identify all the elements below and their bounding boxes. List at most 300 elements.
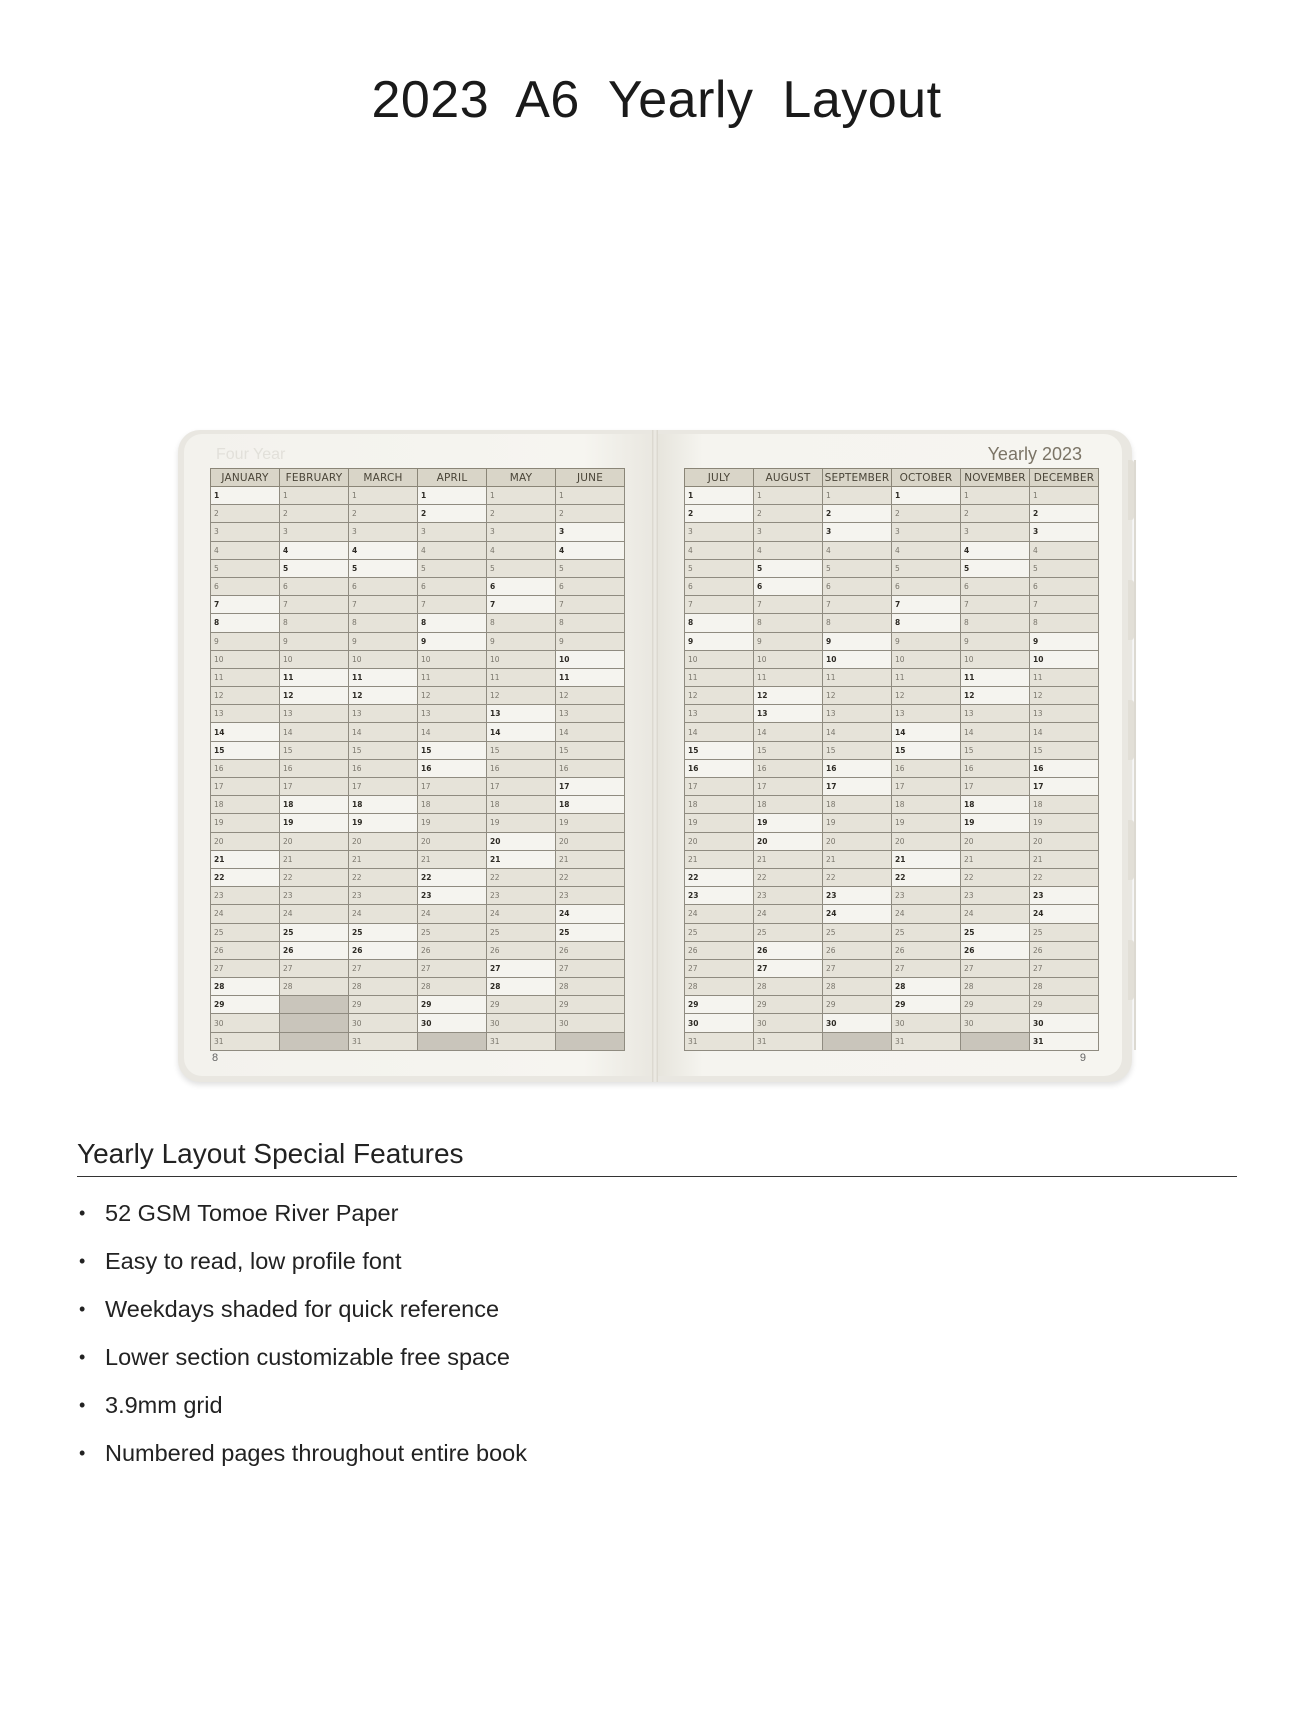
day-cell[interactable]: 29 <box>418 996 487 1014</box>
day-cell[interactable]: 19 <box>892 814 961 832</box>
day-cell[interactable]: 6 <box>823 577 892 595</box>
day-cell[interactable]: 3 <box>556 523 625 541</box>
day-cell[interactable]: 4 <box>418 541 487 559</box>
day-cell[interactable]: 3 <box>892 523 961 541</box>
day-cell[interactable]: 21 <box>487 850 556 868</box>
day-cell[interactable]: 16 <box>556 759 625 777</box>
day-cell[interactable]: 29 <box>556 996 625 1014</box>
day-cell[interactable]: 26 <box>754 941 823 959</box>
day-cell[interactable]: 22 <box>754 868 823 886</box>
unused-day-cell[interactable] <box>961 1032 1030 1050</box>
day-cell[interactable]: 8 <box>892 614 961 632</box>
day-cell[interactable]: 25 <box>556 923 625 941</box>
day-cell[interactable]: 5 <box>211 559 280 577</box>
day-cell[interactable]: 4 <box>280 541 349 559</box>
day-cell[interactable]: 30 <box>961 1014 1030 1032</box>
day-cell[interactable]: 8 <box>487 614 556 632</box>
day-cell[interactable]: 9 <box>556 632 625 650</box>
day-cell[interactable]: 14 <box>418 723 487 741</box>
day-cell[interactable]: 25 <box>685 923 754 941</box>
day-cell[interactable]: 27 <box>280 959 349 977</box>
day-cell[interactable]: 3 <box>280 523 349 541</box>
day-cell[interactable]: 19 <box>685 814 754 832</box>
day-cell[interactable]: 16 <box>349 759 418 777</box>
day-cell[interactable]: 23 <box>349 887 418 905</box>
day-cell[interactable]: 13 <box>685 705 754 723</box>
day-cell[interactable]: 25 <box>418 923 487 941</box>
day-cell[interactable]: 31 <box>754 1032 823 1050</box>
day-cell[interactable]: 2 <box>1030 505 1099 523</box>
day-cell[interactable]: 16 <box>1030 759 1099 777</box>
day-cell[interactable]: 29 <box>487 996 556 1014</box>
day-cell[interactable]: 8 <box>685 614 754 632</box>
day-cell[interactable]: 2 <box>685 505 754 523</box>
day-cell[interactable]: 23 <box>556 887 625 905</box>
day-cell[interactable]: 3 <box>961 523 1030 541</box>
day-cell[interactable]: 25 <box>754 923 823 941</box>
day-cell[interactable]: 24 <box>280 905 349 923</box>
day-cell[interactable]: 18 <box>349 796 418 814</box>
day-cell[interactable]: 30 <box>487 1014 556 1032</box>
day-cell[interactable]: 2 <box>349 505 418 523</box>
day-cell[interactable]: 10 <box>961 650 1030 668</box>
day-cell[interactable]: 13 <box>211 705 280 723</box>
day-cell[interactable]: 7 <box>211 596 280 614</box>
day-cell[interactable]: 27 <box>961 959 1030 977</box>
day-cell[interactable]: 3 <box>685 523 754 541</box>
day-cell[interactable]: 11 <box>418 668 487 686</box>
day-cell[interactable]: 25 <box>961 923 1030 941</box>
day-cell[interactable]: 21 <box>892 850 961 868</box>
day-cell[interactable]: 18 <box>487 796 556 814</box>
day-cell[interactable]: 17 <box>754 778 823 796</box>
day-cell[interactable]: 21 <box>211 850 280 868</box>
day-cell[interactable]: 13 <box>280 705 349 723</box>
day-cell[interactable]: 4 <box>961 541 1030 559</box>
day-cell[interactable]: 17 <box>556 778 625 796</box>
day-cell[interactable]: 30 <box>349 1014 418 1032</box>
day-cell[interactable]: 17 <box>211 778 280 796</box>
day-cell[interactable]: 9 <box>487 632 556 650</box>
day-cell[interactable]: 11 <box>961 668 1030 686</box>
day-cell[interactable]: 5 <box>754 559 823 577</box>
day-cell[interactable]: 15 <box>961 741 1030 759</box>
day-cell[interactable]: 14 <box>961 723 1030 741</box>
day-cell[interactable]: 25 <box>892 923 961 941</box>
day-cell[interactable]: 26 <box>1030 941 1099 959</box>
day-cell[interactable]: 13 <box>823 705 892 723</box>
day-cell[interactable]: 3 <box>418 523 487 541</box>
day-cell[interactable]: 29 <box>211 996 280 1014</box>
day-cell[interactable]: 6 <box>349 577 418 595</box>
day-cell[interactable]: 30 <box>685 1014 754 1032</box>
day-cell[interactable]: 22 <box>211 868 280 886</box>
day-cell[interactable]: 27 <box>349 959 418 977</box>
day-cell[interactable]: 12 <box>349 687 418 705</box>
day-cell[interactable]: 30 <box>418 1014 487 1032</box>
day-cell[interactable]: 19 <box>349 814 418 832</box>
day-cell[interactable]: 12 <box>487 687 556 705</box>
day-cell[interactable]: 18 <box>961 796 1030 814</box>
day-cell[interactable]: 15 <box>349 741 418 759</box>
day-cell[interactable]: 28 <box>1030 978 1099 996</box>
day-cell[interactable]: 5 <box>961 559 1030 577</box>
day-cell[interactable]: 4 <box>487 541 556 559</box>
day-cell[interactable]: 18 <box>418 796 487 814</box>
day-cell[interactable]: 19 <box>211 814 280 832</box>
day-cell[interactable]: 3 <box>754 523 823 541</box>
day-cell[interactable]: 30 <box>892 1014 961 1032</box>
day-cell[interactable]: 2 <box>823 505 892 523</box>
day-cell[interactable]: 5 <box>349 559 418 577</box>
day-cell[interactable]: 17 <box>892 778 961 796</box>
day-cell[interactable]: 27 <box>487 959 556 977</box>
day-cell[interactable]: 29 <box>823 996 892 1014</box>
day-cell[interactable]: 12 <box>418 687 487 705</box>
day-cell[interactable]: 27 <box>685 959 754 977</box>
day-cell[interactable]: 26 <box>556 941 625 959</box>
day-cell[interactable]: 8 <box>349 614 418 632</box>
day-cell[interactable]: 13 <box>556 705 625 723</box>
day-cell[interactable]: 31 <box>487 1032 556 1050</box>
day-cell[interactable]: 15 <box>556 741 625 759</box>
day-cell[interactable]: 26 <box>823 941 892 959</box>
day-cell[interactable]: 31 <box>892 1032 961 1050</box>
day-cell[interactable]: 15 <box>1030 741 1099 759</box>
day-cell[interactable]: 8 <box>754 614 823 632</box>
day-cell[interactable]: 2 <box>280 505 349 523</box>
day-cell[interactable]: 17 <box>961 778 1030 796</box>
day-cell[interactable]: 25 <box>211 923 280 941</box>
day-cell[interactable]: 17 <box>487 778 556 796</box>
day-cell[interactable]: 24 <box>349 905 418 923</box>
day-cell[interactable]: 25 <box>487 923 556 941</box>
day-cell[interactable]: 28 <box>280 978 349 996</box>
day-cell[interactable]: 2 <box>754 505 823 523</box>
day-cell[interactable]: 28 <box>556 978 625 996</box>
day-cell[interactable]: 23 <box>685 887 754 905</box>
day-cell[interactable]: 12 <box>754 687 823 705</box>
day-cell[interactable]: 7 <box>754 596 823 614</box>
day-cell[interactable]: 16 <box>754 759 823 777</box>
day-cell[interactable]: 1 <box>418 487 487 505</box>
day-cell[interactable]: 3 <box>1030 523 1099 541</box>
day-cell[interactable]: 18 <box>754 796 823 814</box>
day-cell[interactable]: 1 <box>280 487 349 505</box>
day-cell[interactable]: 10 <box>349 650 418 668</box>
day-cell[interactable]: 26 <box>280 941 349 959</box>
day-cell[interactable]: 16 <box>961 759 1030 777</box>
day-cell[interactable]: 6 <box>556 577 625 595</box>
day-cell[interactable]: 6 <box>487 577 556 595</box>
day-cell[interactable]: 19 <box>418 814 487 832</box>
day-cell[interactable]: 19 <box>556 814 625 832</box>
day-cell[interactable]: 27 <box>556 959 625 977</box>
day-cell[interactable]: 19 <box>280 814 349 832</box>
day-cell[interactable]: 1 <box>556 487 625 505</box>
day-cell[interactable]: 13 <box>349 705 418 723</box>
day-cell[interactable]: 17 <box>685 778 754 796</box>
day-cell[interactable]: 24 <box>754 905 823 923</box>
day-cell[interactable]: 24 <box>1030 905 1099 923</box>
day-cell[interactable]: 12 <box>1030 687 1099 705</box>
day-cell[interactable]: 16 <box>892 759 961 777</box>
day-cell[interactable]: 14 <box>754 723 823 741</box>
day-cell[interactable]: 20 <box>823 832 892 850</box>
day-cell[interactable]: 23 <box>1030 887 1099 905</box>
day-cell[interactable]: 28 <box>823 978 892 996</box>
day-cell[interactable]: 13 <box>487 705 556 723</box>
day-cell[interactable]: 9 <box>892 632 961 650</box>
day-cell[interactable]: 1 <box>892 487 961 505</box>
day-cell[interactable]: 10 <box>823 650 892 668</box>
day-cell[interactable]: 10 <box>685 650 754 668</box>
day-cell[interactable]: 19 <box>487 814 556 832</box>
day-cell[interactable]: 26 <box>418 941 487 959</box>
day-cell[interactable]: 5 <box>823 559 892 577</box>
day-cell[interactable]: 25 <box>823 923 892 941</box>
day-cell[interactable]: 22 <box>349 868 418 886</box>
day-cell[interactable]: 13 <box>1030 705 1099 723</box>
day-cell[interactable]: 18 <box>892 796 961 814</box>
day-cell[interactable]: 1 <box>961 487 1030 505</box>
day-cell[interactable]: 24 <box>487 905 556 923</box>
day-cell[interactable]: 14 <box>211 723 280 741</box>
day-cell[interactable]: 30 <box>211 1014 280 1032</box>
day-cell[interactable]: 29 <box>349 996 418 1014</box>
day-cell[interactable]: 9 <box>211 632 280 650</box>
day-cell[interactable]: 5 <box>487 559 556 577</box>
day-cell[interactable]: 12 <box>961 687 1030 705</box>
day-cell[interactable]: 31 <box>349 1032 418 1050</box>
day-cell[interactable]: 2 <box>961 505 1030 523</box>
day-cell[interactable]: 25 <box>349 923 418 941</box>
day-cell[interactable]: 29 <box>961 996 1030 1014</box>
day-cell[interactable]: 4 <box>892 541 961 559</box>
day-cell[interactable]: 31 <box>685 1032 754 1050</box>
day-cell[interactable]: 9 <box>1030 632 1099 650</box>
unused-day-cell[interactable] <box>418 1032 487 1050</box>
day-cell[interactable]: 28 <box>685 978 754 996</box>
day-cell[interactable]: 16 <box>487 759 556 777</box>
day-cell[interactable]: 10 <box>418 650 487 668</box>
unused-day-cell[interactable] <box>823 1032 892 1050</box>
day-cell[interactable]: 29 <box>1030 996 1099 1014</box>
day-cell[interactable]: 9 <box>349 632 418 650</box>
day-cell[interactable]: 24 <box>211 905 280 923</box>
day-cell[interactable]: 22 <box>556 868 625 886</box>
day-cell[interactable]: 21 <box>1030 850 1099 868</box>
day-cell[interactable]: 6 <box>211 577 280 595</box>
day-cell[interactable]: 18 <box>211 796 280 814</box>
day-cell[interactable]: 2 <box>211 505 280 523</box>
day-cell[interactable]: 8 <box>418 614 487 632</box>
unused-day-cell[interactable] <box>280 1014 349 1032</box>
day-cell[interactable]: 21 <box>418 850 487 868</box>
day-cell[interactable]: 20 <box>487 832 556 850</box>
day-cell[interactable]: 9 <box>685 632 754 650</box>
day-cell[interactable]: 21 <box>961 850 1030 868</box>
day-cell[interactable]: 20 <box>418 832 487 850</box>
day-cell[interactable]: 5 <box>1030 559 1099 577</box>
day-cell[interactable]: 13 <box>961 705 1030 723</box>
day-cell[interactable]: 2 <box>892 505 961 523</box>
day-cell[interactable]: 8 <box>556 614 625 632</box>
day-cell[interactable]: 20 <box>280 832 349 850</box>
day-cell[interactable]: 14 <box>1030 723 1099 741</box>
day-cell[interactable]: 5 <box>685 559 754 577</box>
day-cell[interactable]: 7 <box>685 596 754 614</box>
day-cell[interactable]: 16 <box>418 759 487 777</box>
day-cell[interactable]: 7 <box>892 596 961 614</box>
day-cell[interactable]: 15 <box>280 741 349 759</box>
day-cell[interactable]: 28 <box>211 978 280 996</box>
day-cell[interactable]: 18 <box>685 796 754 814</box>
day-cell[interactable]: 6 <box>418 577 487 595</box>
day-cell[interactable]: 28 <box>487 978 556 996</box>
day-cell[interactable]: 7 <box>487 596 556 614</box>
day-cell[interactable]: 30 <box>754 1014 823 1032</box>
day-cell[interactable]: 12 <box>823 687 892 705</box>
day-cell[interactable]: 18 <box>280 796 349 814</box>
day-cell[interactable]: 28 <box>754 978 823 996</box>
day-cell[interactable]: 21 <box>349 850 418 868</box>
day-cell[interactable]: 3 <box>349 523 418 541</box>
day-cell[interactable]: 12 <box>280 687 349 705</box>
day-cell[interactable]: 24 <box>556 905 625 923</box>
day-cell[interactable]: 28 <box>349 978 418 996</box>
day-cell[interactable]: 17 <box>1030 778 1099 796</box>
day-cell[interactable]: 4 <box>685 541 754 559</box>
day-cell[interactable]: 15 <box>823 741 892 759</box>
day-cell[interactable]: 11 <box>823 668 892 686</box>
day-cell[interactable]: 6 <box>754 577 823 595</box>
day-cell[interactable]: 6 <box>892 577 961 595</box>
day-cell[interactable]: 18 <box>823 796 892 814</box>
day-cell[interactable]: 5 <box>280 559 349 577</box>
day-cell[interactable]: 12 <box>892 687 961 705</box>
day-cell[interactable]: 3 <box>823 523 892 541</box>
day-cell[interactable]: 1 <box>1030 487 1099 505</box>
day-cell[interactable]: 15 <box>211 741 280 759</box>
day-cell[interactable]: 21 <box>556 850 625 868</box>
day-cell[interactable]: 20 <box>556 832 625 850</box>
day-cell[interactable]: 17 <box>418 778 487 796</box>
day-cell[interactable]: 24 <box>418 905 487 923</box>
day-cell[interactable]: 3 <box>211 523 280 541</box>
day-cell[interactable]: 17 <box>823 778 892 796</box>
day-cell[interactable]: 16 <box>280 759 349 777</box>
day-cell[interactable]: 22 <box>892 868 961 886</box>
day-cell[interactable]: 22 <box>961 868 1030 886</box>
day-cell[interactable]: 7 <box>418 596 487 614</box>
day-cell[interactable]: 6 <box>280 577 349 595</box>
day-cell[interactable]: 20 <box>349 832 418 850</box>
day-cell[interactable]: 25 <box>280 923 349 941</box>
day-cell[interactable]: 10 <box>556 650 625 668</box>
day-cell[interactable]: 25 <box>1030 923 1099 941</box>
day-cell[interactable]: 15 <box>418 741 487 759</box>
day-cell[interactable]: 14 <box>556 723 625 741</box>
day-cell[interactable]: 6 <box>961 577 1030 595</box>
day-cell[interactable]: 19 <box>823 814 892 832</box>
day-cell[interactable]: 1 <box>685 487 754 505</box>
day-cell[interactable]: 26 <box>211 941 280 959</box>
day-cell[interactable]: 3 <box>487 523 556 541</box>
day-cell[interactable]: 23 <box>892 887 961 905</box>
day-cell[interactable]: 26 <box>487 941 556 959</box>
day-cell[interactable]: 5 <box>418 559 487 577</box>
unused-day-cell[interactable] <box>280 1032 349 1050</box>
day-cell[interactable]: 26 <box>892 941 961 959</box>
day-cell[interactable]: 22 <box>280 868 349 886</box>
day-cell[interactable]: 11 <box>754 668 823 686</box>
day-cell[interactable]: 14 <box>487 723 556 741</box>
day-cell[interactable]: 20 <box>1030 832 1099 850</box>
day-cell[interactable]: 10 <box>1030 650 1099 668</box>
day-cell[interactable]: 4 <box>754 541 823 559</box>
day-cell[interactable]: 21 <box>754 850 823 868</box>
day-cell[interactable]: 17 <box>280 778 349 796</box>
day-cell[interactable]: 6 <box>1030 577 1099 595</box>
day-cell[interactable]: 1 <box>487 487 556 505</box>
day-cell[interactable]: 7 <box>349 596 418 614</box>
day-cell[interactable]: 20 <box>754 832 823 850</box>
day-cell[interactable]: 23 <box>418 887 487 905</box>
day-cell[interactable]: 14 <box>823 723 892 741</box>
day-cell[interactable]: 30 <box>823 1014 892 1032</box>
day-cell[interactable]: 23 <box>211 887 280 905</box>
day-cell[interactable]: 30 <box>556 1014 625 1032</box>
day-cell[interactable]: 11 <box>1030 668 1099 686</box>
day-cell[interactable]: 27 <box>1030 959 1099 977</box>
day-cell[interactable]: 15 <box>685 741 754 759</box>
day-cell[interactable]: 24 <box>823 905 892 923</box>
day-cell[interactable]: 14 <box>892 723 961 741</box>
day-cell[interactable]: 31 <box>1030 1032 1099 1050</box>
day-cell[interactable]: 11 <box>211 668 280 686</box>
day-cell[interactable]: 13 <box>754 705 823 723</box>
day-cell[interactable]: 12 <box>556 687 625 705</box>
day-cell[interactable]: 10 <box>892 650 961 668</box>
day-cell[interactable]: 23 <box>280 887 349 905</box>
day-cell[interactable]: 8 <box>823 614 892 632</box>
day-cell[interactable]: 11 <box>349 668 418 686</box>
day-cell[interactable]: 31 <box>211 1032 280 1050</box>
day-cell[interactable]: 27 <box>754 959 823 977</box>
day-cell[interactable]: 27 <box>211 959 280 977</box>
day-cell[interactable]: 27 <box>418 959 487 977</box>
day-cell[interactable]: 4 <box>823 541 892 559</box>
day-cell[interactable]: 11 <box>685 668 754 686</box>
day-cell[interactable]: 19 <box>754 814 823 832</box>
day-cell[interactable]: 24 <box>961 905 1030 923</box>
day-cell[interactable]: 8 <box>211 614 280 632</box>
day-cell[interactable]: 29 <box>685 996 754 1014</box>
day-cell[interactable]: 15 <box>754 741 823 759</box>
unused-day-cell[interactable] <box>556 1032 625 1050</box>
day-cell[interactable]: 29 <box>892 996 961 1014</box>
day-cell[interactable]: 24 <box>892 905 961 923</box>
day-cell[interactable]: 17 <box>349 778 418 796</box>
day-cell[interactable]: 7 <box>961 596 1030 614</box>
day-cell[interactable]: 9 <box>280 632 349 650</box>
day-cell[interactable]: 16 <box>823 759 892 777</box>
day-cell[interactable]: 22 <box>823 868 892 886</box>
day-cell[interactable]: 2 <box>556 505 625 523</box>
day-cell[interactable]: 30 <box>1030 1014 1099 1032</box>
day-cell[interactable]: 10 <box>211 650 280 668</box>
